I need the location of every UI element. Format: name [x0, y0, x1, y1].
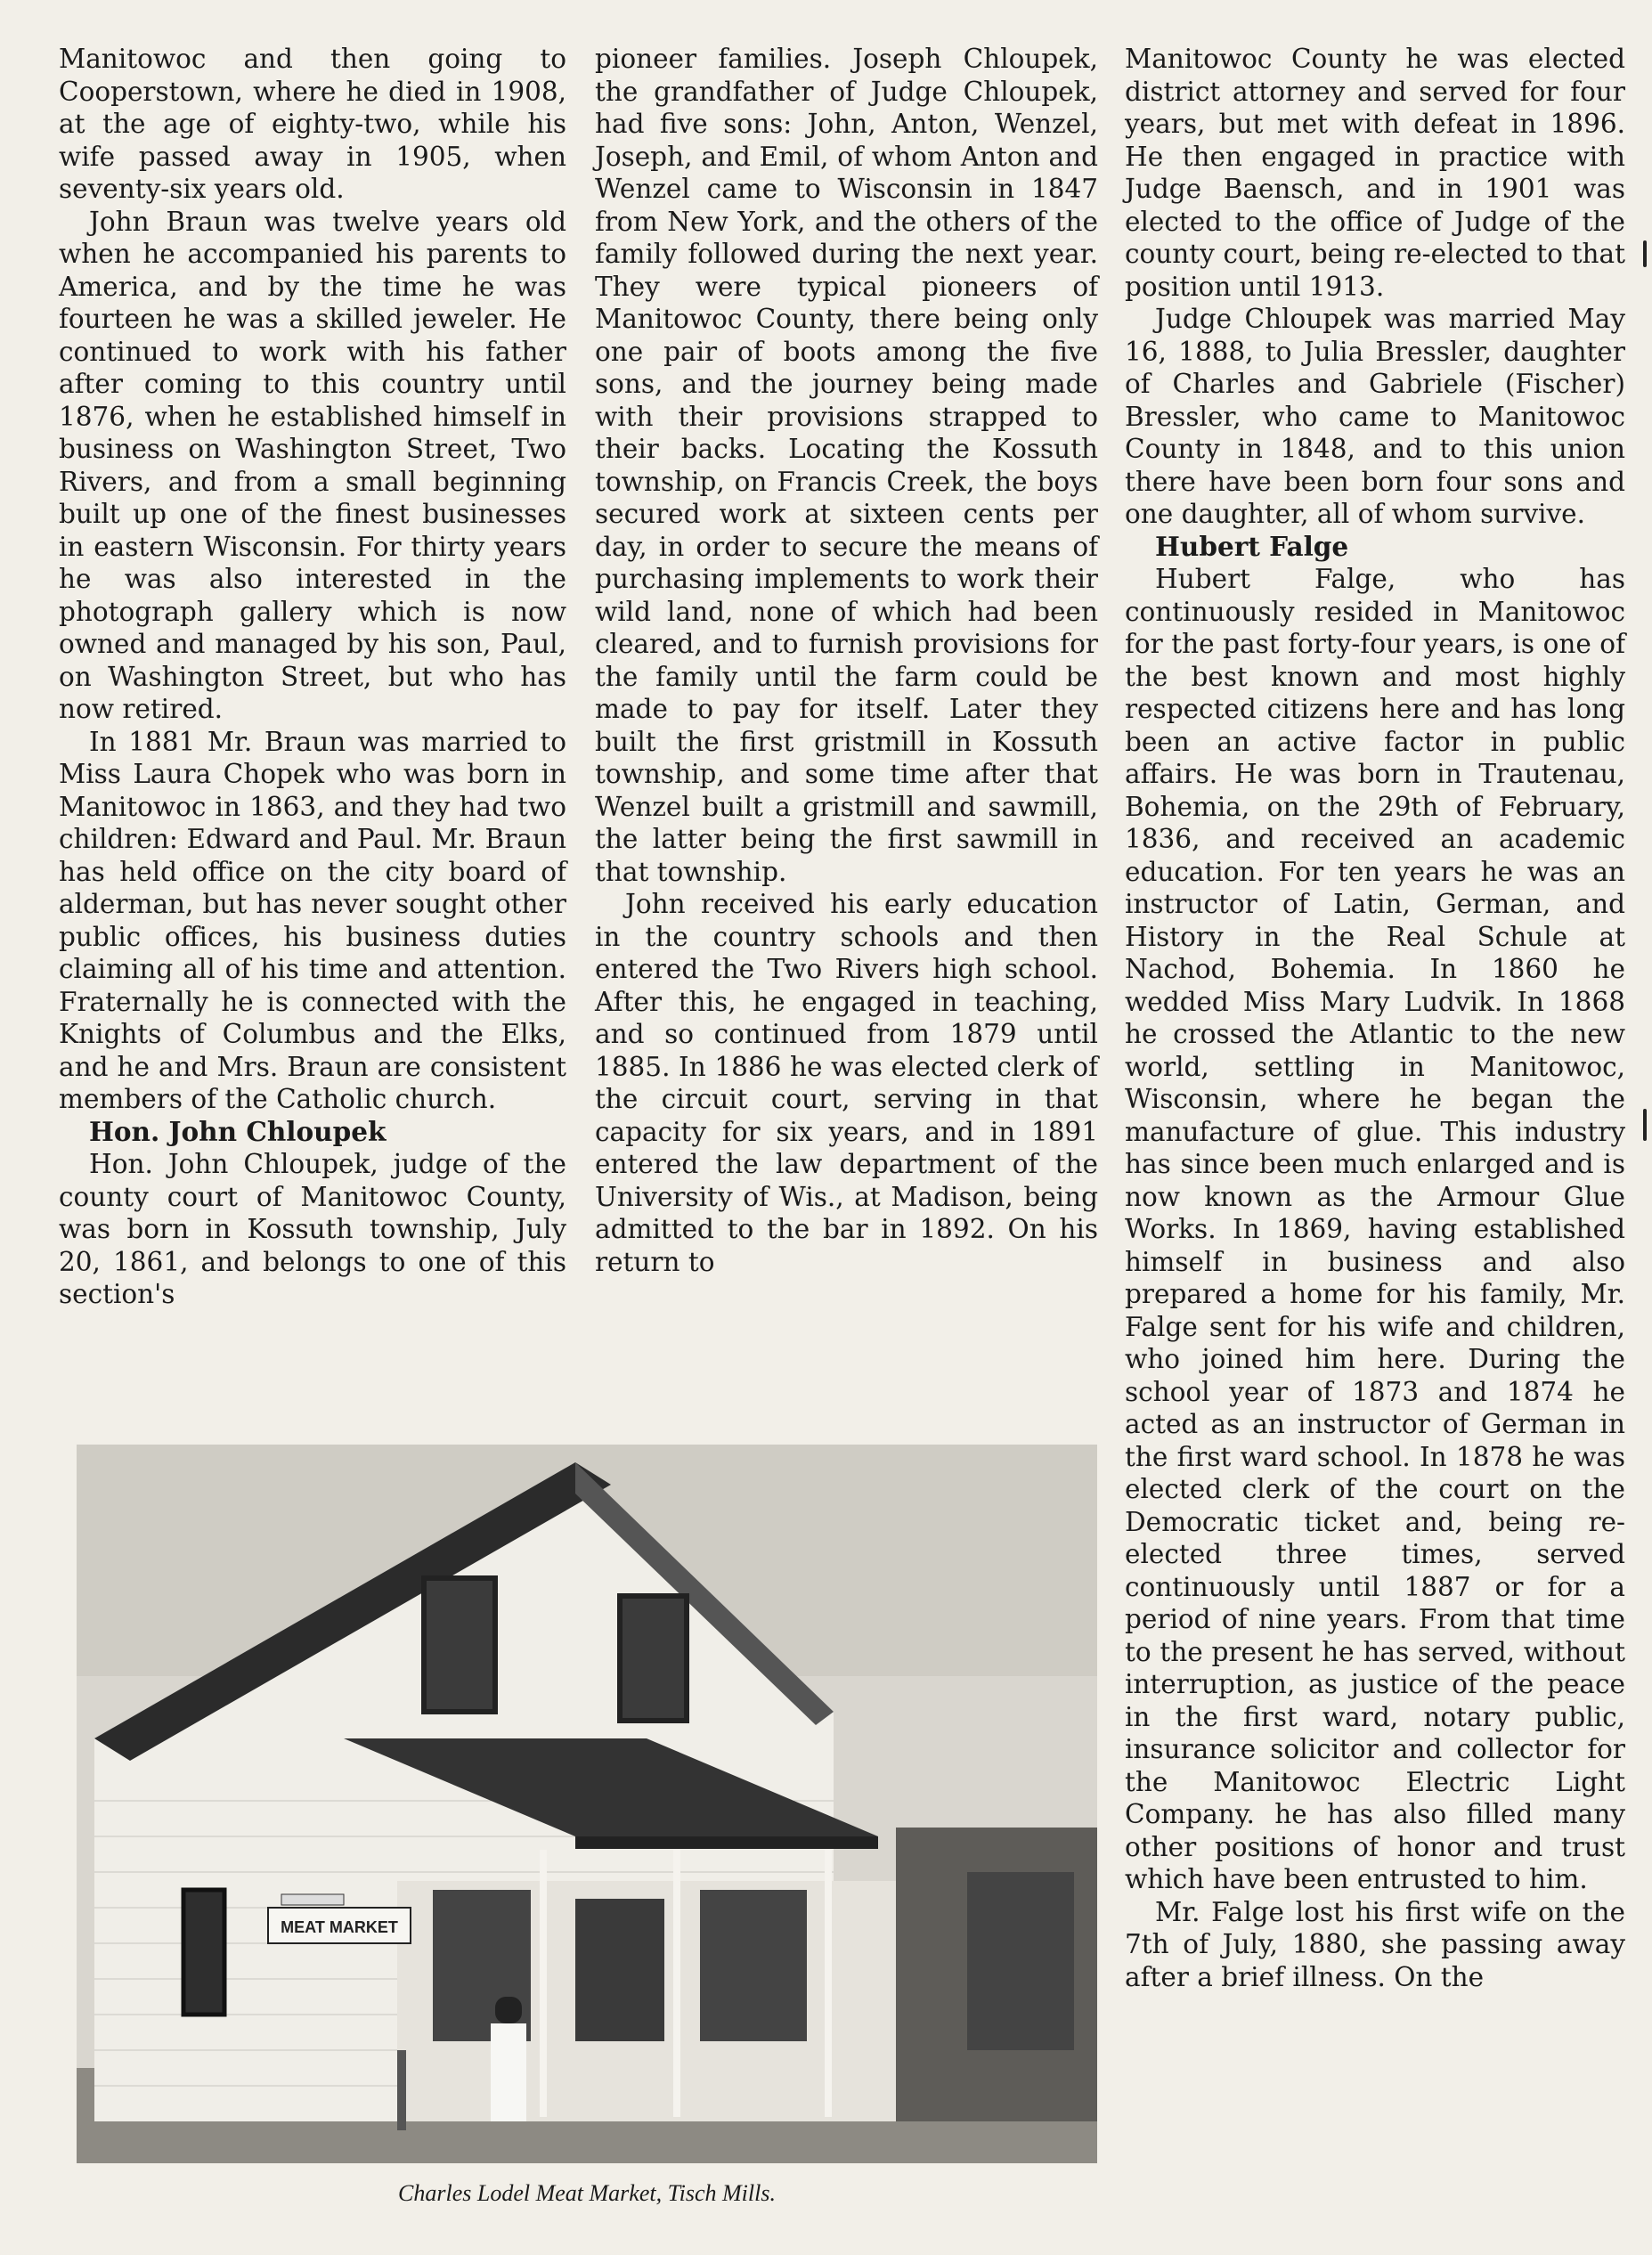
sign-text: MEAT MARKET	[281, 1918, 398, 1936]
column-3	[1125, 43, 1625, 1993]
building-illustration	[77, 1445, 1097, 2163]
scan-edge-mark	[1643, 240, 1647, 267]
column-1	[59, 43, 566, 1311]
column-2	[595, 43, 1098, 1278]
paragraph: Mr. Falge lost his first wife on the 7th of July, 1880, she passing away after a brief illness. On the	[1125, 1896, 1625, 1992]
paragraph: Hon. John Chloupek, judge of the county court of Manitowoc County, was born in Kossuth township, July 20, 1861, and belongs to one of this section's	[59, 1149, 566, 1309]
meat-market-photo	[77, 1445, 1097, 2163]
paragraph: pioneer families. Joseph Chloupek, the grandfather of Judge Chloupek, had five sons: John, Anton, Wenzel, Joseph, and Emil, of whom Anton and Wenzel came to Wisconsin in 1847 from New York, and the others of the family followed during the next year. They were typical pioneers of Manitowoc County, there being only one pair of boots among the five sons, and the journey being made with their provisions strapped to their backs. Locating the Kossuth township, on Francis Creek, the boys secured work at sixteen cents per day, in order to secure the means of purchasing implements to work their wild land, none of which had been cleared, and to furnish provisions for the family until the farm could be made to pay for itself. Later they built the first gristmill in Kossuth township, and some time after that Wenzel built a gristmill and sawmill, the latter being the first sawmill in that township.	[595, 44, 1098, 887]
paragraph: Manitowoc and then going to Cooperstown, where he died in 1908, at the age of eighty-two, while his wife passed away in 1905, when seventy-six years old.	[59, 44, 566, 204]
paragraph: In 1881 Mr. Braun was married to Miss Laura Chopek who was born in Manitowoc in 1863, and they had two children: Edward and Paul. Mr. Braun has held office on the city board of alderman, but has never sought other public offices, his business duties claiming all of his time and attention. Fraternally he is connected with the Knights of Columbus and the Elks, and he and Mrs. Braun are consistent members of the Catholic church.	[59, 726, 566, 1114]
paragraph: Judge Chloupek was married May 16, 1888, to Julia Bressler, daughter of Charles and Gabriele (Fischer) Bressler, who came to Manitowoc County in 1848, and to this union there have been born four sons and one daughter, all of whom survive.	[1125, 304, 1625, 529]
section-heading: Hon. John Chloupek	[89, 1115, 387, 1147]
paragraph: John received his early education in the country schools and then entered the Two Rivers high school. After this, he engaged in teaching, and so continued from 1879 until 1885. In 1886 he was elected clerk of the circuit court, serving in that capacity for six years, and in 1891 entered the law department of the University of Wis., at Madison, being admitted to the bar in 1892. On his return to	[595, 889, 1098, 1277]
paragraph: Manitowoc County he was elected district attorney and served for four years, but met with defeat in 1896. He then engaged in practice with Judge Baensch, and in 1901 was elected to the office of Judge of the county court, being re-elected to that position until 1913.	[1125, 44, 1625, 302]
paragraph: John Braun was twelve years old when he accompanied his parents to America, and by the time he was fourteen he was a skilled jeweler. He continued to work with his father after coming to this country until 1876, when he established himself in business on Washington Street, Two Rivers, and from a small beginning built up one of the finest businesses in eastern Wisconsin. For thirty years he was also interested in the photograph gallery which is now owned and managed by his son, Paul, on Washington Street, but who has now retired.	[59, 206, 566, 724]
scan-edge-mark	[1643, 1109, 1647, 1141]
section-heading: Hubert Falge	[1155, 530, 1349, 562]
paragraph: Hubert Falge, who has continuously resided in Manitowoc for the past forty-four years, is one of the best known and most highly respected citizens here and has long been an active factor in public affairs. He was born in Trautenau, Bohemia, on the 29th of February, 1836, and received an academic education. For ten years he was an instructor of Latin, German, and History in the Real Schule at Nachod, Bohemia. In 1860 he wedded Miss Mary Ludvik. In 1868 he crossed the Atlantic to the new world, settling in Manitowoc, Wisconsin, where he began the manufacture of glue. This industry has since been much enlarged and is now known as the Armour Glue Works. In 1869, having established himself in business and also prepared a home for his family, Mr. Falge sent for his wife and children, who joined him here. During the school year of 1873 and 1874 he acted as an instructor of German in the first ward school. In 1878 he was elected clerk of the court on the Democratic ticket and, being re-elected three times, served continuously until 1887 or for a period of nine years. From that time to the present he has served, without interruption, as justice of the peace in the first ward, notary public, insurance solicitor and collector for the Manitowoc Electric Light Company. he has also filled many other positions of honor and trust which have been entrusted to him.	[1125, 564, 1625, 1894]
photo-caption: Charles Lodel Meat Market, Tisch Mills.	[398, 2180, 776, 2206]
